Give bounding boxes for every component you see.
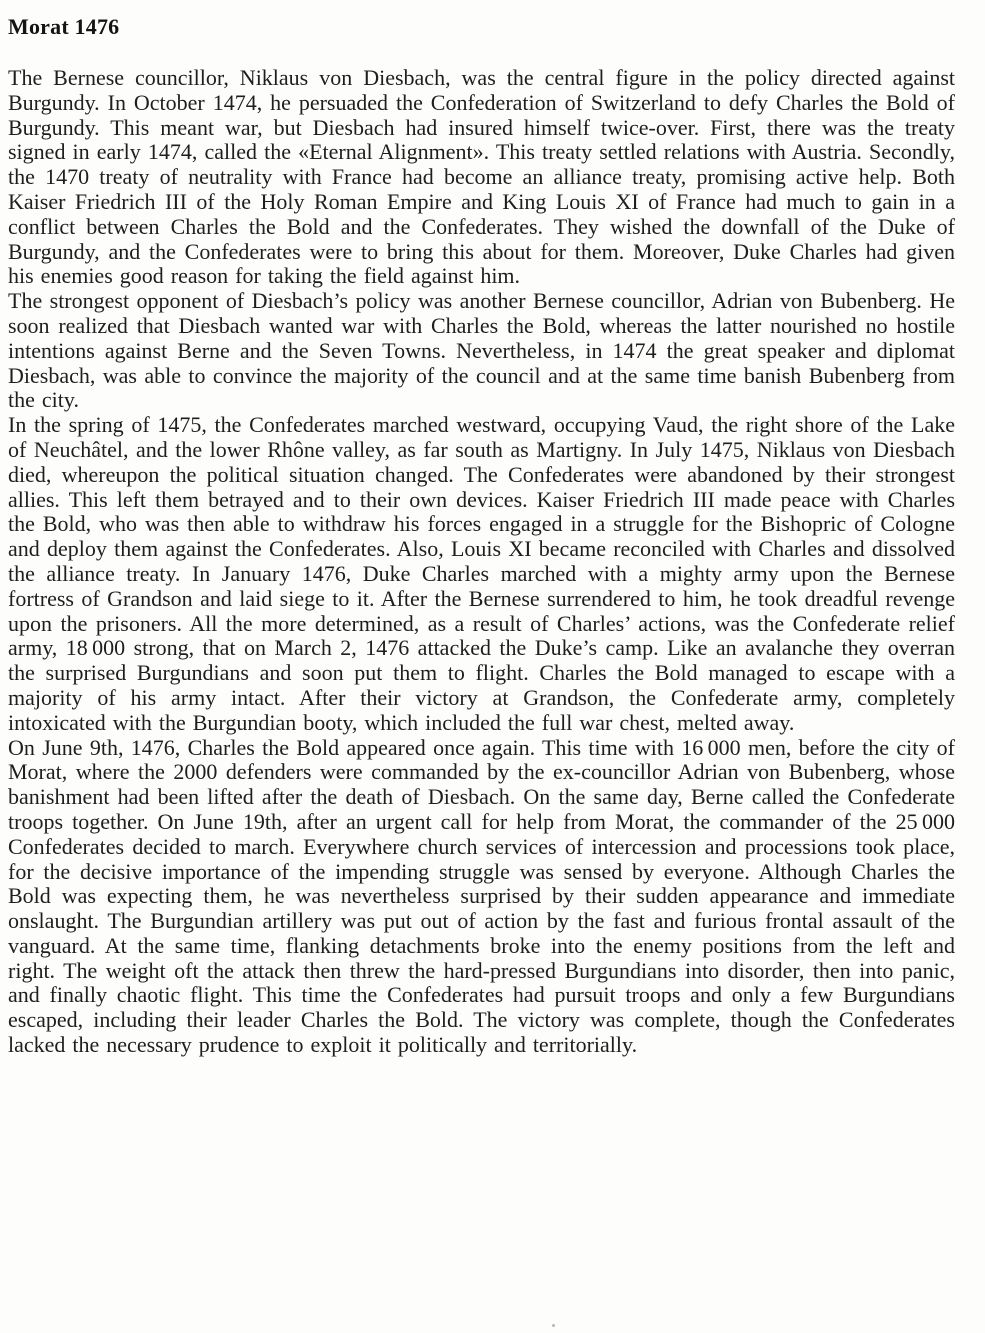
document-body xyxy=(8,66,955,1058)
paragraph-2: The strongest opponent of Diesbach’s policy was another Bernese councillor, Adrian von Bubenberg. He soon realized that Diesbach wanted war with Charles the Bold, whereas the latter nourished no hostile intentions against Berne and the Seven Towns. Nevertheless, in 1474 the great speaker and diplomat Diesbach, was able to convince the majority of the council and at the same time banish Bubenberg from the city. xyxy=(8,288,955,413)
page-title: Morat 1476 xyxy=(8,14,120,39)
paragraph-1: The Bernese councillor, Niklaus von Diesbach, was the central figure in the policy directed against Burgundy. In October 1474, he persuaded the Confederation of Switzerland to defy Charles the Bold of Burgundy. This meant war, but Diesbach had insured himself twice-over. First, there was the treaty signed in early 1474, called the «Eternal Alignment». This treaty settled relations with Austria. Secondly, the 1470 treaty of neutrality with France had become an alliance treaty, promising active help. Both Kaiser Friedrich III of the Holy Roman Empire and King Louis XI of France had much to gain in a conflict between Charles the Bold and the Confederates. They wished the downfall of the Duke of Burgundy, and the Confederates were to bring this about for them. Moreover, Duke Charles had given his enemies good reason for taking the field against him. xyxy=(8,65,955,289)
scan-artifact-dot xyxy=(552,1324,555,1327)
paragraph-4: On June 9th, 1476, Charles the Bold appeared once again. This time with 16 000 men, before the city of Morat, where the 2000 defenders were commanded by the ex-councillor Adrian von Bubenberg, whose banishment had been lifted after the death of Diesbach. On the same day, Berne called the Confederate troops together. On June 19th, after an urgent call for help from Morat, the commander of the 25 000 Confederates decided to march. Everywhere church services of intercession and processions took place, for the decisive importance of the impending struggle was sensed by everyone. Although Charles the Bold was expecting them, he was nevertheless surprised by their sudden appearance and immediate onslaught. The Burgundian artillery was put out of action by the fast and furious frontal assault of the vanguard. At the same time, flanking detachments broke into the enemy positions from the left and right. The weight oft the attack then threw the hard-pressed Burgundians into disorder, then into panic, and finally chaotic flight. This time the Confederates had pursuit troops and only a few Burgundians escaped, including their leader Charles the Bold. The victory was complete, though the Confederates lacked the necessary prudence to exploit it politically and territorially. xyxy=(8,734,955,1058)
paragraph-3: In the spring of 1475, the Confederates marched westward, occupying Vaud, the right shore of the Lake of Neuchâtel, and the lower Rhône valley, as far south as Martigny. In July 1475, Niklaus von Diesbach died, whereupon the political situation changed. The Confederates were abandoned by their strongest allies. This left them betrayed and to their own devices. Kaiser Friedrich III made peace with Charles the Bold, who was then able to withdraw his forces engaged in a struggle for the Bishopric of Cologne and deploy them against the Confederates. Also, Louis XI became reconciled with Charles and dissolved the alliance treaty. In January 1476, Duke Charles marched with a mighty army upon the Bernese fortress of Grandson and laid siege to it. After the Bernese surrendered to him, he took dreadful revenge upon the prisoners. All the more determined, as a result of Charles’ actions, was the Confederate relief army, 18 000 strong, that on March 2, 1476 attacked the Duke’s camp. Like an avalanche they overran the surprised Burgundians and soon put them to flight. Charles the Bold managed to escape with a majority of his army intact. After their victory at Grandson, the Confederate army, completely intoxicated with the Burgundian booty, which included the full war chest, melted away. xyxy=(8,412,955,735)
